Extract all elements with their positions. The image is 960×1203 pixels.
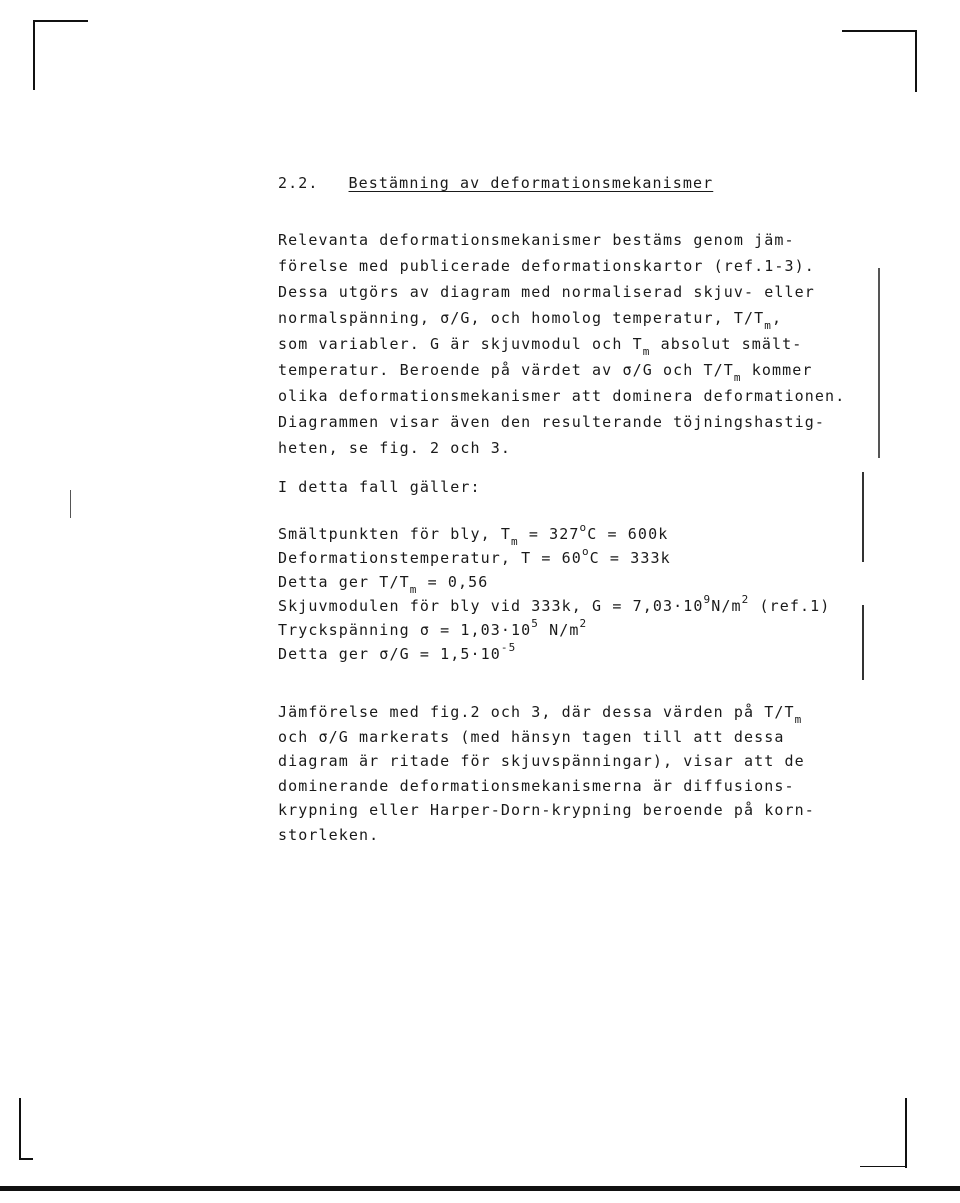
intro-paragraph: [278, 227, 845, 461]
margin-bar-right-3: [862, 605, 864, 680]
margin-bar-left: [70, 490, 71, 518]
conclusion-line: diagram är ritade för skjuvspänningar), visar att de: [278, 752, 805, 771]
section-title: Bestämning av deformationsmekanismer: [348, 174, 714, 192]
section-number: 2.2.: [278, 174, 319, 192]
conclusion-line: krypning eller Harper-Dorn-krypning beroende på korn-: [278, 801, 815, 820]
intro-line: Relevanta deformationsmekanismer bestäms genom jäm-: [278, 231, 795, 249]
frame-corner-top-left-h: [33, 20, 88, 22]
intro-line: som variabler. G är skjuvmodul och $T_m$ absolut smält-: [278, 335, 803, 358]
value-line: Detta ger $T/T_m = 0,56$: [278, 573, 489, 596]
frame-corner-top-right-v: [915, 30, 917, 92]
conclusion-line: och σ/G markerats (med hänsyn tagen till att dessa: [278, 727, 785, 746]
margin-bar-right-1: [878, 268, 880, 458]
value-line: Deformationstemperatur, $T = 60^oC = 333k$: [278, 545, 671, 567]
frame-corner-top-right-h: [842, 30, 917, 32]
intro-line: förelse med publicerade deformationskartor (ref.1-3).: [278, 257, 815, 275]
scan-bottom-rule: [0, 1186, 960, 1191]
frame-corner-bottom-left-v: [19, 1098, 21, 1160]
values-block: [278, 522, 830, 666]
conclusion-line: dominerande deformationsmekanismerna är diffusions-: [278, 776, 795, 795]
conclusion-paragraph: [278, 700, 815, 848]
frame-corner-bottom-right-h: [860, 1166, 905, 1167]
value-line: Skjuvmodulen för bly vid 333k, $G = 7,03\cdot 10^9N/m^2$ (ref.1): [278, 593, 831, 615]
margin-bar-right-2: [862, 472, 864, 562]
intro-line: Diagrammen visar även den resulterande töjningshastig-: [278, 413, 826, 431]
frame-corner-bottom-right-v: [905, 1098, 907, 1168]
case-intro: I detta fall gäller:: [278, 478, 481, 496]
intro-line: normalspänning, σ/G, och homolog temperatur, $T/T_m$,: [278, 309, 783, 332]
value-line: Smältpunkten för bly, $T_m = 327^oC = 600k$: [278, 521, 669, 548]
conclusion-line: storleken.: [278, 825, 380, 844]
intro-line: temperatur. Beroende på värdet av σ/G och $T/T_m$ kommer: [278, 361, 813, 384]
value-line: Tryckspänning $\sigma = 1,03\cdot 10^5$ $N/m^2$: [278, 617, 588, 639]
conclusion-line: Jämförelse med fig.2 och 3, där dessa värden på $T/T_m$: [278, 703, 803, 726]
section-heading: [278, 174, 713, 192]
frame-corner-top-left-v: [33, 20, 35, 90]
intro-line: heten, se fig. 2 och 3.: [278, 439, 512, 457]
intro-line: Dessa utgörs av diagram med normaliserad skjuv- eller: [278, 283, 815, 301]
intro-line: olika deformationsmekanismer att dominera deformationen.: [278, 387, 846, 405]
value-line: Detta ger $\sigma/G = 1,5\cdot 10^{-5}$: [278, 641, 517, 663]
frame-corner-bottom-left-h: [19, 1158, 33, 1160]
